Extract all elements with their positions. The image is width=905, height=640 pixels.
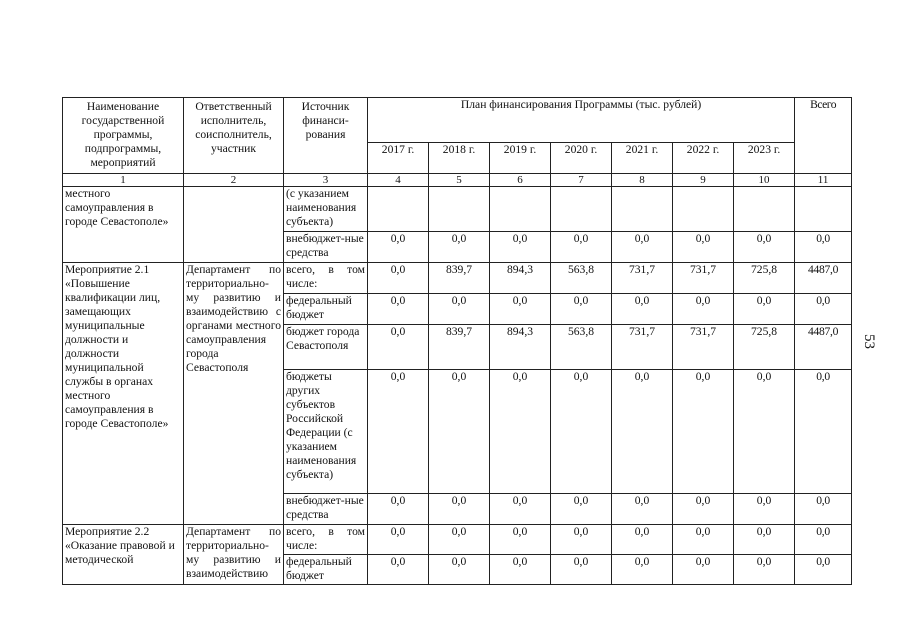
value-cell: 0,0 (429, 525, 490, 555)
value-cell: 0,0 (368, 294, 429, 325)
value-cell: 0,0 (551, 370, 612, 494)
value-cell: 0,0 (673, 555, 734, 585)
col-number: 1 (63, 174, 184, 187)
col-number: 9 (673, 174, 734, 187)
source-cell: всего, в том числе: (284, 525, 368, 555)
header-year: 2021 г. (612, 143, 673, 174)
value-cell: 0,0 (673, 494, 734, 525)
value-cell: 0,0 (734, 232, 795, 263)
value-cell: 0,0 (734, 370, 795, 494)
value-cell: 0,0 (673, 294, 734, 325)
value-cell: 0,0 (673, 232, 734, 263)
table-row (63, 187, 852, 232)
col-number: 6 (490, 174, 551, 187)
source-cell: внебюджет-ные средства (284, 494, 368, 525)
value-cell: 563,8 (551, 325, 612, 370)
value-cell: 731,7 (612, 325, 673, 370)
value-cell: 0,0 (734, 294, 795, 325)
value-cell: 731,7 (612, 263, 673, 294)
value-cell: 0,0 (429, 232, 490, 263)
header-year: 2023 г. (734, 143, 795, 174)
value-cell: 0,0 (429, 294, 490, 325)
total-cell: 0,0 (795, 294, 852, 325)
value-cell: 894,3 (490, 325, 551, 370)
source-cell: федеральный бюджет (284, 294, 368, 325)
value-cell: 0,0 (490, 525, 551, 555)
value-cell: 0,0 (368, 232, 429, 263)
header-year: 2019 г. (490, 143, 551, 174)
value-cell: 0,0 (551, 494, 612, 525)
responsible-cell: Департамент по территориально-му развитию и взаимодействию с органами местного самоуправления города Севастополя (184, 263, 284, 525)
total-cell: 0,0 (795, 525, 852, 555)
value-cell: 0,0 (551, 525, 612, 555)
value-cell: 0,0 (673, 370, 734, 494)
value-cell: 0,0 (612, 370, 673, 494)
value-cell: 0,0 (612, 555, 673, 585)
value-cell: 0,0 (368, 525, 429, 555)
value-cell: 0,0 (612, 232, 673, 263)
responsible-cell (184, 187, 284, 263)
value-cell: 731,7 (673, 325, 734, 370)
total-cell: 0,0 (795, 370, 852, 494)
value-cell: 0,0 (551, 232, 612, 263)
header-year: 2022 г. (673, 143, 734, 174)
total-cell: 0,0 (795, 555, 852, 585)
value-cell (734, 187, 795, 232)
table-row (63, 525, 852, 555)
value-cell: 731,7 (673, 263, 734, 294)
header-year: 2017 г. (368, 143, 429, 174)
value-cell: 725,8 (734, 263, 795, 294)
value-cell: 0,0 (551, 294, 612, 325)
total-cell: 4487,0 (795, 263, 852, 294)
responsible-cell: Департамент по территориально-му развитию и взаимодействию (184, 525, 284, 585)
value-cell: 0,0 (490, 555, 551, 585)
header-year: 2020 г. (551, 143, 612, 174)
value-cell: 0,0 (734, 555, 795, 585)
value-cell: 0,0 (429, 555, 490, 585)
value-cell: 0,0 (673, 525, 734, 555)
col-number: 11 (795, 174, 852, 187)
col-number: 10 (734, 174, 795, 187)
table-row (63, 263, 852, 294)
value-cell (368, 187, 429, 232)
value-cell (429, 187, 490, 232)
item-name-cell: местного самоуправления в городе Севастополе» (63, 187, 184, 263)
value-cell (551, 187, 612, 232)
value-cell: 0,0 (734, 494, 795, 525)
header-year: 2018 г. (429, 143, 490, 174)
source-cell: бюджеты других субъектов Российской Федерации (с указанием наименования субъекта) (284, 370, 368, 494)
col-number: 7 (551, 174, 612, 187)
value-cell: 0,0 (490, 294, 551, 325)
value-cell: 0,0 (368, 555, 429, 585)
value-cell (612, 187, 673, 232)
value-cell (673, 187, 734, 232)
col-number: 2 (184, 174, 284, 187)
total-cell (795, 187, 852, 232)
header-total: Всего (795, 98, 852, 174)
item-name-cell: Мероприятие 2.2 «Оказание правовой и методической (63, 525, 184, 585)
col-number: 4 (368, 174, 429, 187)
value-cell: 563,8 (551, 263, 612, 294)
value-cell: 0,0 (551, 555, 612, 585)
value-cell: 0,0 (612, 294, 673, 325)
header-plan: План финансирования Программы (тыс. рублей) (368, 98, 795, 143)
source-cell: внебюджет-ные средства (284, 232, 368, 263)
header-name: Наименование государственной программы, подпрограммы, мероприятий (63, 98, 184, 174)
value-cell: 839,7 (429, 325, 490, 370)
value-cell: 0,0 (490, 494, 551, 525)
header-responsible: Ответственный исполнитель, соисполнитель, участник (184, 98, 284, 174)
value-cell: 0,0 (368, 494, 429, 525)
col-number: 5 (429, 174, 490, 187)
source-cell: (с указанием наименования субъекта) (284, 187, 368, 232)
source-cell: федеральный бюджет (284, 555, 368, 585)
page-number: 53 (861, 334, 877, 349)
value-cell: 0,0 (368, 263, 429, 294)
value-cell: 725,8 (734, 325, 795, 370)
value-cell: 0,0 (368, 370, 429, 494)
value-cell (490, 187, 551, 232)
source-cell: всего, в том числе: (284, 263, 368, 294)
col-number: 8 (612, 174, 673, 187)
value-cell: 894,3 (490, 263, 551, 294)
value-cell: 0,0 (734, 525, 795, 555)
total-cell: 0,0 (795, 494, 852, 525)
col-number: 3 (284, 174, 368, 187)
total-cell: 4487,0 (795, 325, 852, 370)
value-cell: 0,0 (429, 494, 490, 525)
value-cell: 0,0 (490, 370, 551, 494)
total-cell: 0,0 (795, 232, 852, 263)
item-name-cell: Мероприятие 2.1 «Повышение квалификации лиц, замещающих муниципальные должности и должности муниципальной службы в органах местного самоуправления в городе Севастополе» (63, 263, 184, 525)
value-cell: 0,0 (612, 525, 673, 555)
value-cell: 0,0 (368, 325, 429, 370)
value-cell: 0,0 (490, 232, 551, 263)
source-cell: бюджет города Севастополя (284, 325, 368, 370)
value-cell: 0,0 (429, 370, 490, 494)
header-source: Источник финанси-рования (284, 98, 368, 174)
value-cell: 0,0 (612, 494, 673, 525)
financing-table (62, 97, 852, 585)
value-cell: 839,7 (429, 263, 490, 294)
